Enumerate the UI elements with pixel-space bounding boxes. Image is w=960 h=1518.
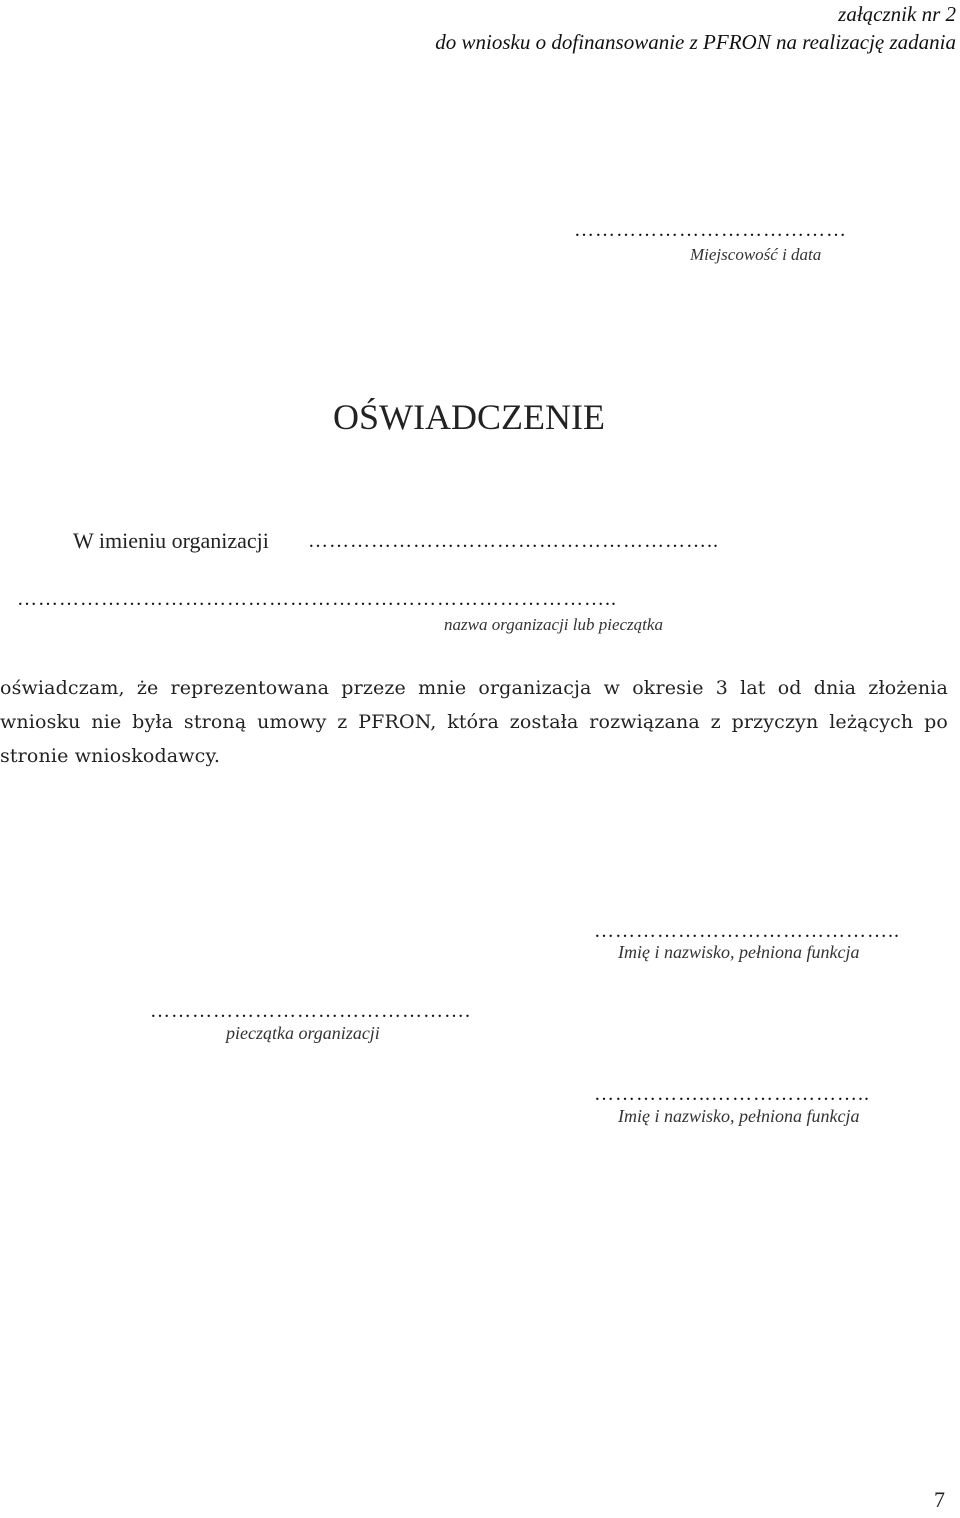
place-date-label: Miejscowość i data: [690, 245, 822, 264]
signature-1-field: ……………………………………..: [594, 920, 900, 942]
signature-1-label: Imię i nazwisko, pełniona funkcja: [618, 942, 860, 962]
organization-intro: W imieniu organizacji: [73, 528, 269, 553]
stamp-label: pieczątka organizacji: [226, 1023, 380, 1043]
place-date-field: …………………………………: [574, 219, 847, 241]
attachment-description: do wniosku o dofinansowanie z PFRON na realizację zadania: [435, 30, 956, 54]
signature-2-field: ……………..…………………..: [594, 1083, 870, 1105]
stamp-field: ……………………………………….: [150, 1000, 471, 1022]
organization-name-field-line2: …………………………………………………………………………..: [17, 588, 617, 610]
document-title: OŚWIADCZENIE: [333, 397, 605, 437]
attachment-number: załącznik nr 2: [838, 2, 956, 26]
declaration-text: oświadczam, że reprezentowana przeze mnie organizacja w okresie 3 lat od dnia złożenia wniosku nie była stroną umowy z PFRON, która została rozwiązana z przyczyn leżących po stronie wnioskodawcy.: [0, 677, 948, 767]
organization-name-label: nazwa organizacji lub pieczątka: [444, 615, 663, 634]
page-number: 7: [934, 1487, 945, 1512]
organization-name-field-line1: …………………………………………………..: [308, 530, 719, 552]
signature-2-label: Imię i nazwisko, pełniona funkcja: [618, 1106, 860, 1126]
